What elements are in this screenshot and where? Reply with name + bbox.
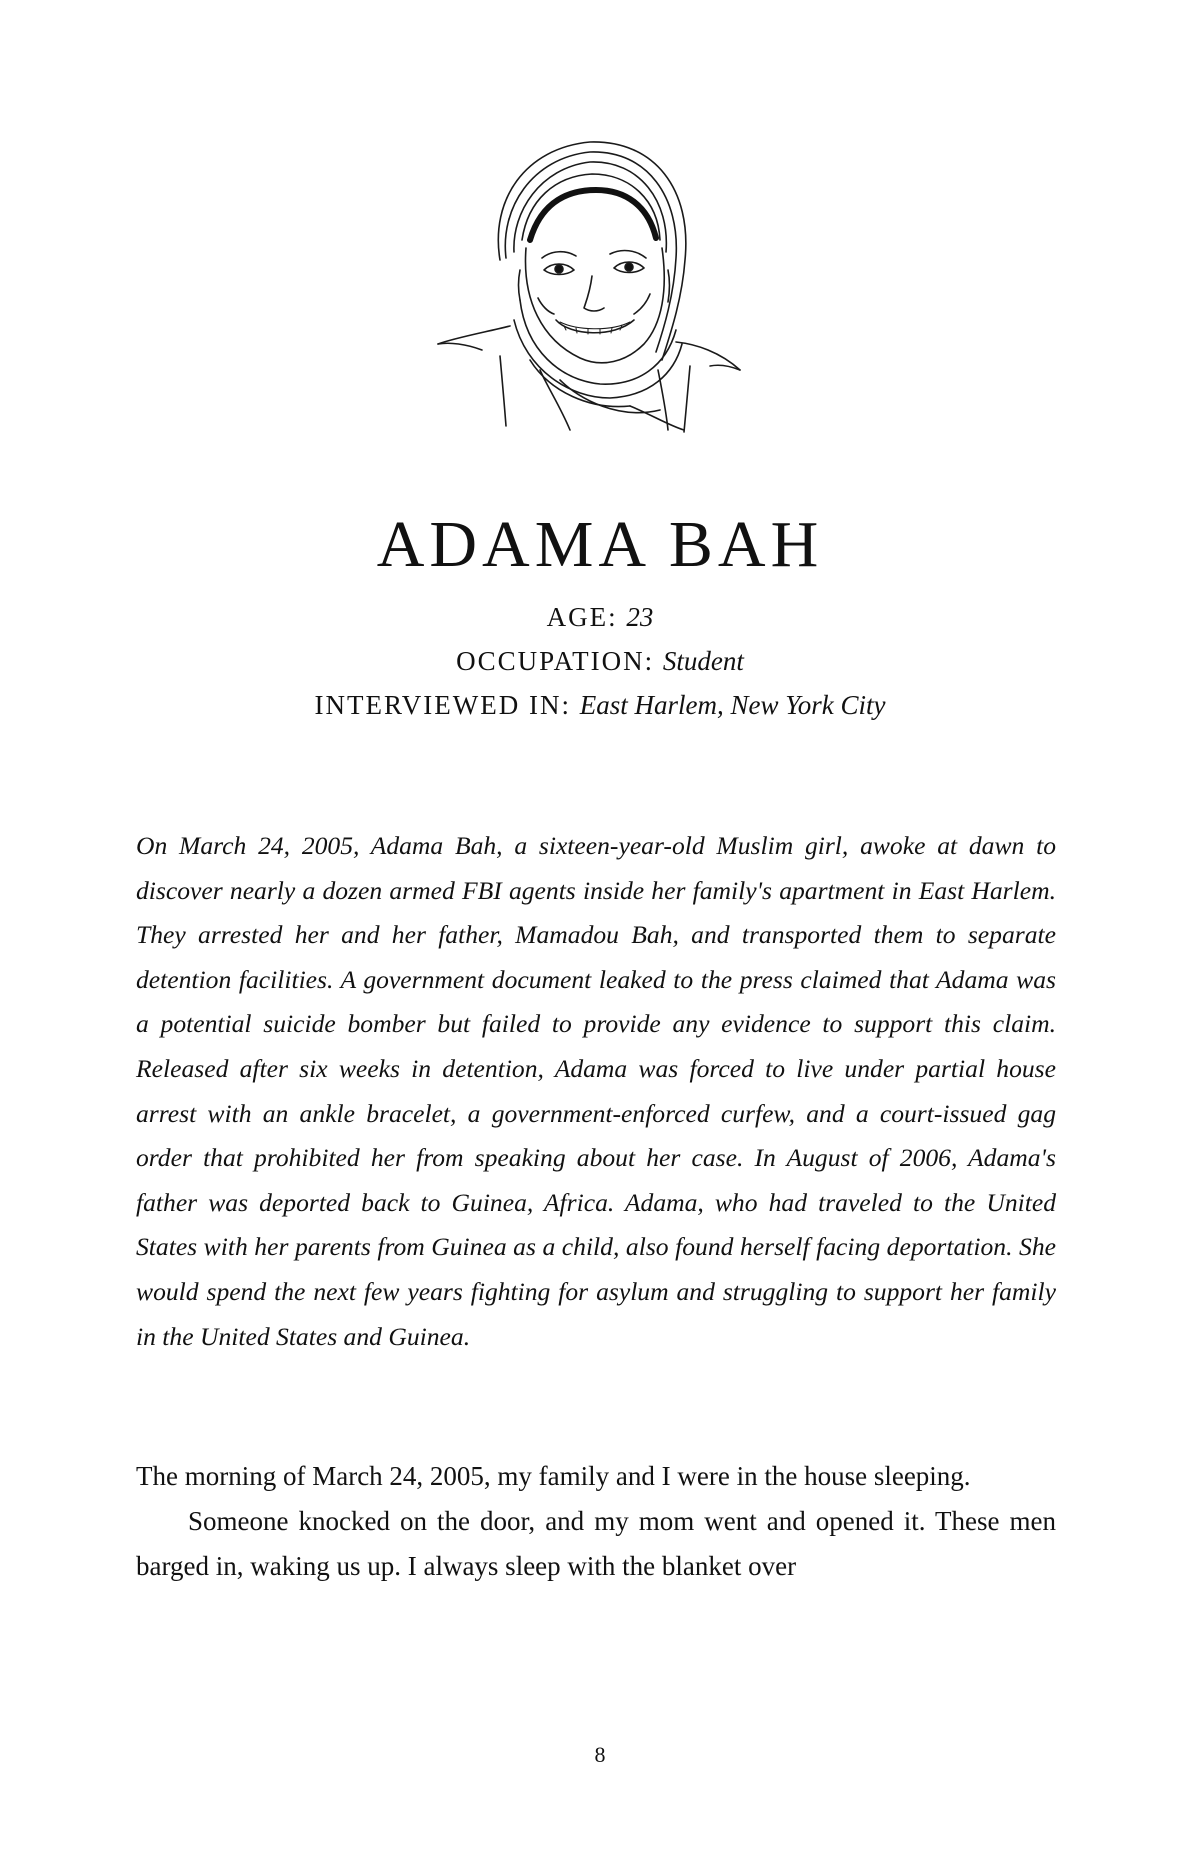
occupation-label: OCCUPATION:	[456, 646, 655, 676]
occupation-line	[0, 639, 1200, 683]
narrative-body	[136, 1454, 1056, 1589]
page-number: 8	[594, 1742, 606, 1767]
intro-paragraph: On March 24, 2005, Adama Bah, a sixteen-year-old Muslim girl, awoke at dawn to discover nearly a dozen armed FBI agents inside her family's apartment in East Harlem. They arrested her and her father, Mamadou Bah, and transported them to separate detention facilities. A government document leaked to the press claimed that Adama was a potential suicide bomber but failed to provide any evidence to support this claim. Released after six weeks in detention, Adama was forced to live under partial house arrest with an ankle bracelet, a government-enforced curfew, and a court-issued gag order that prohibited her from speaking about her case. In August of 2006, Adama's father was deported back to Guinea, Africa. Adama, who had traveled to the United States with her parents from Guinea as a child, also found herself facing deportation. She would spend the next few years fighting for asylum and struggling to support her family in the United States and Guinea.	[136, 831, 1056, 1351]
age-value: 23	[626, 602, 654, 632]
age-line	[0, 595, 1200, 639]
age-label: AGE:	[546, 602, 618, 632]
occupation-value: Student	[662, 646, 744, 676]
woman-in-headscarf-sketch-icon	[430, 130, 760, 440]
body-paragraph-1: The morning of March 24, 2005, my family and I were in the house sleeping.	[136, 1461, 971, 1491]
interviewed-label: INTERVIEWED IN:	[314, 690, 571, 720]
profile-meta	[0, 595, 1200, 727]
person-name: ADAMA BAH	[376, 508, 824, 581]
interviewed-line	[0, 683, 1200, 727]
body-paragraph-2: Someone knocked on the door, and my mom went and opened it. These men barged in, waking us up. I always sleep with the blanket over	[136, 1506, 1056, 1581]
interviewed-value: East Harlem, New York City	[579, 690, 886, 720]
profile-header	[0, 505, 1200, 727]
portrait-illustration	[430, 130, 760, 440]
